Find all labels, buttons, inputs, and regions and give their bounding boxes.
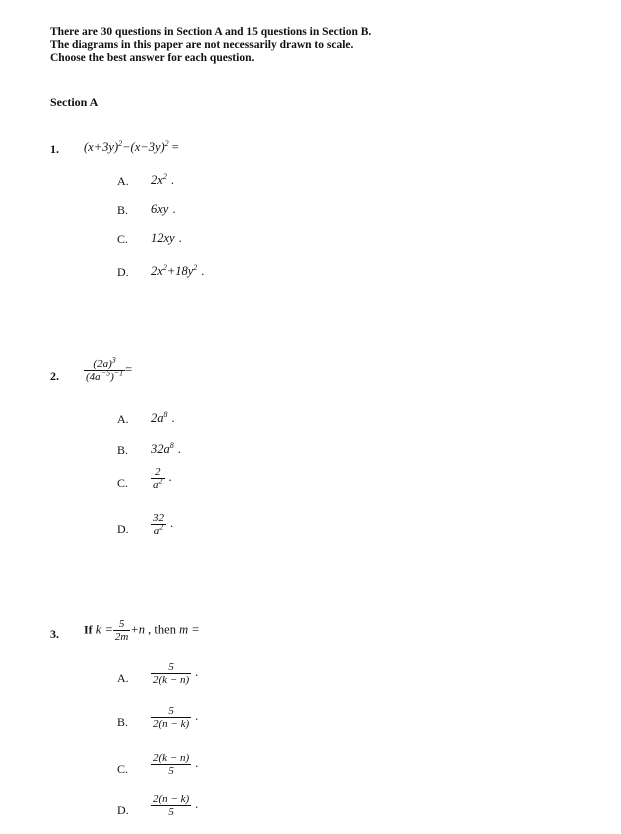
q2-option-d[interactable]: $\frac{32}{a^2}$ . bbox=[153, 512, 174, 537]
q2-option-a[interactable]: $2a^8$ . bbox=[151, 409, 175, 425]
q2-option-c[interactable]: $\frac{2}{a^2}$ . bbox=[153, 466, 172, 491]
q2-expression: $\frac{(2a)^3}{(4a^{-5})^{-1}}$ = bbox=[86, 355, 133, 383]
q2-number: 2. bbox=[50, 369, 59, 383]
instruction-line-1: There are 30 questions in Section A and 15 questions in Section B. bbox=[50, 26, 372, 38]
q1-option-d[interactable]: $2x^2+18y^2$ . bbox=[151, 262, 205, 278]
q1-option-b-label[interactable]: B. bbox=[117, 203, 129, 217]
instructions bbox=[50, 26, 371, 65]
q3-expression: If k = $\frac{5}{2m}$ +n , then m = bbox=[84, 618, 200, 643]
q3-option-c[interactable]: $\frac{2(k - n)}{5}$ . bbox=[153, 752, 199, 777]
q1-option-b[interactable]: 6xy . bbox=[151, 202, 176, 216]
q2-option-b[interactable]: $32a^8$ . bbox=[151, 440, 181, 456]
instruction-line-3: Choose the best answer for each question. bbox=[50, 52, 255, 64]
q3-option-b[interactable]: $\frac{5}{2(n - k)}$ . bbox=[153, 705, 199, 730]
q1-option-a[interactable]: $2x^2$ . bbox=[151, 171, 174, 187]
q1-option-c[interactable]: 12xy . bbox=[151, 231, 182, 245]
q2-option-b-label[interactable]: B. bbox=[117, 443, 129, 457]
q1-option-c-label[interactable]: C. bbox=[117, 232, 129, 246]
q3-option-a[interactable]: $\frac{5}{2(k - n)}$ . bbox=[153, 661, 199, 686]
q3-option-d-label[interactable]: D. bbox=[117, 803, 129, 817]
instruction-line-2: The diagrams in this paper are not necessarily drawn to scale. bbox=[50, 39, 354, 51]
q1-number: 1. bbox=[50, 142, 59, 156]
q1-option-a-label[interactable]: A. bbox=[117, 174, 129, 188]
q3-option-a-label[interactable]: A. bbox=[117, 671, 129, 685]
q2-option-a-label[interactable]: A. bbox=[117, 412, 129, 426]
q2-option-d-label[interactable]: D. bbox=[117, 522, 129, 536]
q2-option-c-label[interactable]: C. bbox=[117, 476, 129, 490]
q3-number: 3. bbox=[50, 627, 59, 641]
q3-option-c-label[interactable]: C. bbox=[117, 762, 129, 776]
q3-option-b-label[interactable]: B. bbox=[117, 715, 129, 729]
q1-option-d-label[interactable]: D. bbox=[117, 265, 129, 279]
section-title: Section A bbox=[50, 95, 99, 109]
q1-expression: $(x+3y)^2-(x-3y)^2$ = bbox=[84, 138, 179, 154]
q3-option-d[interactable]: $\frac{2(n - k)}{5}$ . bbox=[153, 793, 199, 818]
